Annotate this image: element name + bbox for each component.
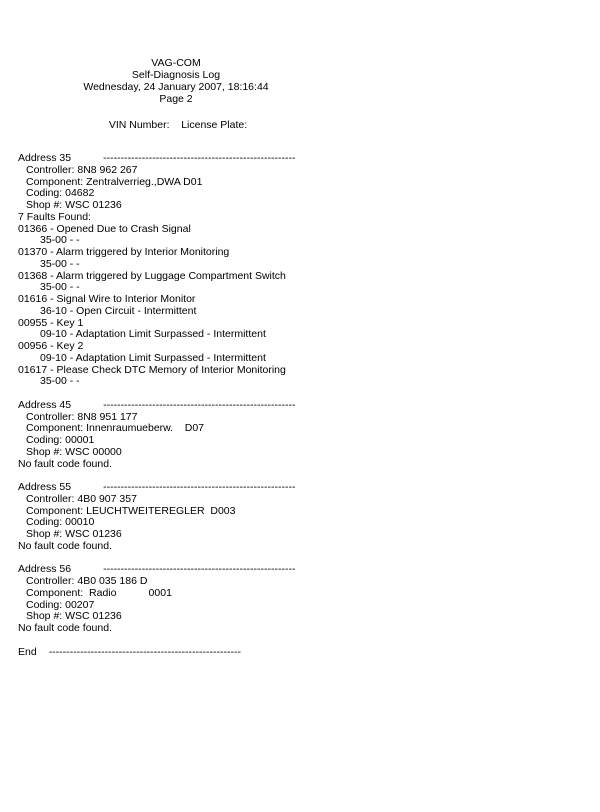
faults-count: 7 Faults Found: [18,210,91,223]
no-fault-line: No fault code found. [18,457,112,470]
fault-code: 01616 - Signal Wire to Interior Monitor [18,293,196,305]
fault-detail: 35-00 - - [40,234,80,247]
shop-line: Shop #: WSC 01236 [26,610,122,623]
fault-code: 00956 - Key 2 [18,340,84,352]
address-label: Address 55 [18,481,72,493]
separator-dashes: ------------------------------------------------------- [103,563,296,576]
address-label: Address 45 [18,398,72,411]
fault-code: 01368 - Alarm triggered by Luggage Compartment Switch [18,269,286,282]
component-line: Component: Zentralverrieg.,DWA D01 [26,175,203,188]
fault-code: 00955 - Key 1 [18,316,84,329]
diagnosis-log [18,153,588,658]
fault-detail: 35-00 - - [40,375,80,388]
coding-line: Coding: 00001 [26,434,95,446]
controller-line: Controller: 8N8 962 267 [26,163,138,176]
log-datetime: Wednesday, 24 January 2007, 18:16:44 [83,81,269,93]
no-fault-line: No fault code found. [18,539,112,552]
address-header [18,482,588,494]
end-line [18,647,588,659]
address-label: Address 56 [18,563,72,576]
shop-line: Shop #: WSC 00000 [26,445,122,458]
controller-line: Controller: 8N8 951 177 [26,410,138,423]
end-label: End [18,645,37,658]
separator-dashes: ------------------------------------------------------- [103,481,296,493]
log-header [0,57,352,105]
address-label: Address 35 [18,152,72,164]
separator-dashes: ------------------------------------------------------- [48,645,241,658]
fault-code: 01617 - Please Check DTC Memory of Interior Monitoring [18,363,286,376]
page-number: Page 2 [159,93,193,105]
shop-line: Shop #: WSC 01236 [26,528,122,540]
fault-detail: 09-10 - Adaptation Limit Surpassed - Intermittent [40,328,266,341]
separator-dashes: ------------------------------------------------------- [103,152,296,164]
fault-detail: 36-10 - Open Circuit - Intermittent [40,304,197,317]
controller-line: Controller: 4B0 035 186 D [26,575,148,587]
app-title: VAG-COM [151,57,201,69]
no-fault-line: No fault code found. [18,622,112,634]
vin-license-line: VIN Number: License Plate: [108,119,248,131]
address-header [18,153,588,165]
coding-line: Coding: 00207 [26,598,95,611]
shop-line: Shop #: WSC 01236 [26,199,122,211]
controller-line: Controller: 4B0 907 357 [26,492,137,505]
component-line: Component: Innenraumueberw. D07 [26,422,205,435]
component-line: Component: LEUCHTWEITEREGLER D003 [26,504,236,517]
coding-line: Coding: 00010 [26,516,95,529]
separator-dashes: ------------------------------------------------------- [103,398,296,411]
fault-detail: 35-00 - - [40,281,80,294]
fault-code: 01370 - Alarm triggered by Interior Monitoring [18,246,230,258]
log-subtitle: Self-Diagnosis Log [131,69,221,81]
fault-code: 01366 - Opened Due to Crash Signal [18,222,191,235]
component-line: Component: Radio 0001 [26,586,172,599]
fault-detail: 09-10 - Adaptation Limit Surpassed - Intermittent [40,351,266,364]
coding-line: Coding: 04682 [26,187,95,200]
fault-detail: 35-00 - - [40,257,80,270]
address-header [18,400,588,412]
